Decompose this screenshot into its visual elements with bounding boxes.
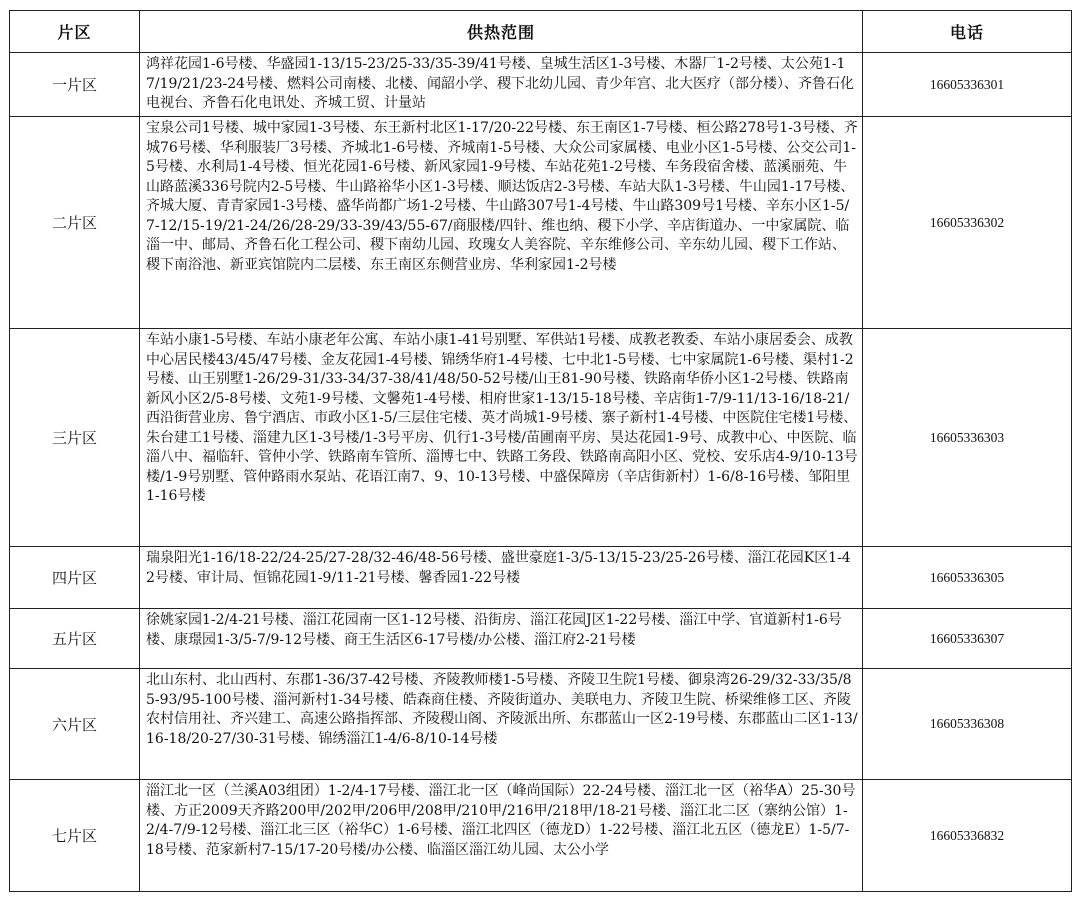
zone-cell: 六片区 — [10, 669, 140, 780]
phone-cell: 16605336308 — [863, 669, 1072, 780]
zone-cell: 二片区 — [10, 117, 140, 329]
zone-cell: 一片区 — [10, 53, 140, 117]
header-scope: 供热范围 — [140, 11, 863, 53]
table-row — [10, 609, 1072, 669]
scope-cell: 瑞泉阳光1-16/18-22/24-25/27-28/32-46/48-56号楼、盛世豪庭1-3/5-13/15-23/25-26号楼、淄江花园K区1-42号楼、审计局、恒锦花园1-9/11-21号楼、馨香园1-22号楼 — [140, 547, 863, 609]
table-header-row — [10, 11, 1072, 53]
phone-cell: 16605336302 — [863, 117, 1072, 329]
table-row — [10, 117, 1072, 329]
phone-cell: 16605336307 — [863, 609, 1072, 669]
table-row — [10, 547, 1072, 609]
zone-cell: 三片区 — [10, 329, 140, 547]
header-zone: 片区 — [10, 11, 140, 53]
table-row — [10, 780, 1072, 892]
heating-table — [9, 10, 1072, 892]
phone-cell: 16605336301 — [863, 53, 1072, 117]
table-row — [10, 329, 1072, 547]
scope-cell: 车站小康1-5号楼、车站小康老年公寓、车站小康1-41号别墅、军供站1号楼、成教老教委、车站小康居委会、成教中心居民楼43/45/47号楼、金友花园1-4号楼、锦绣华府1-4号楼、七中北1-5号楼、七中家属院1-6号楼、渠村1-2号楼、山王别墅1-26/29-31/33-34/37-38/41/48/50-52号楼/山王81-90号楼、铁路南华侨小区1-2号楼、铁路南新风小区2/5-8号楼、文苑1-9号楼、文馨苑1-4号楼、相府世家1-13/15-18号楼、辛店街1-7/9-11/13-16/18-21/西沿街营业房、鲁宁酒店、市政小区1-5/三层住宅楼、英才尚城1-9号楼、寨子新村1-4号楼、中医院住宅楼1号楼、朱台建工1号楼、淄建九区1-3号楼/1-3号平房、仉行1-3号楼/苗圃南平房、昊达花园1-9号、成教中心、中医院、临淄八中、福临轩、管仲小学、铁路南车管所、淄博七中、铁路工务段、铁路南高阳小区、党校、安乐店4-9/10-13号楼/1-9号别墅、管仲路雨水泵站、花语江南7、9、10-13号楼、中盛保障房（辛店街新村）1-6/8-16号楼、邹阳里1-16号楼 — [140, 329, 863, 547]
table-row — [10, 669, 1072, 780]
scope-cell: 徐姚家园1-2/4-21号楼、淄江花园南一区1-12号楼、沿街房、淄江花园J区1-22号楼、淄江中学、官道新村1-6号楼、康璟园1-3/5-7/9-12号楼、商王生活区6-17号楼/办公楼、淄江府2-21号楼 — [140, 609, 863, 669]
scope-cell: 鸿祥花园1-6号楼、华盛园1-13/15-23/25-33/35-39/41号楼、皇城生活区1-3号楼、木器厂1-2号楼、太公苑1-17/19/21/23-24号楼、燃料公司南楼、北楼、闻韶小学、稷下北幼儿园、青少年宫、北大医疗（部分楼）、齐鲁石化电视台、齐鲁石化电讯处、齐城工贸、计量站 — [140, 53, 863, 117]
header-phone: 电话 — [863, 11, 1072, 53]
zone-cell: 五片区 — [10, 609, 140, 669]
table-row — [10, 53, 1072, 117]
phone-cell: 16605336303 — [863, 329, 1072, 547]
phone-cell: 16605336305 — [863, 547, 1072, 609]
zone-cell: 七片区 — [10, 780, 140, 892]
scope-cell: 淄江北一区（兰溪A03组团）1-2/4-17号楼、淄江北一区（峰尚国际）22-24号楼、淄江北一区（裕华A）25-30号楼、方正2009天齐路200甲/202甲/206甲/208甲/210甲/216甲/218甲/18-21号楼、淄江北二区（寨纳公馆）1-2/4-7/9-12号楼、淄江北三区（裕华C）1-6号楼、淄江北四区（德龙D）1-22号楼、淄江北五区（德龙E）1-5/7-18号楼、范家新村7-15/17-20号楼/办公楼、临淄区淄江幼儿园、太公小学 — [140, 780, 863, 892]
scope-cell: 北山东村、北山西村、东郡1-36/37-42号楼、齐陵教师楼1-5号楼、齐陵卫生院1号楼、御泉湾26-29/32-33/35/85-93/95-100号楼、淄河新村1-34号楼、皓森商住楼、齐陵街道办、美联电力、齐陵卫生院、桥梁维修工区、齐陵农村信用社、齐兴建工、高速公路指挥部、齐陵稷山阁、齐陵派出所、东郡蓝山一区2-19号楼、东郡蓝山二区1-13/16-18/20-27/30-31号楼、锦绣淄江1-4/6-8/10-14号楼 — [140, 669, 863, 780]
phone-cell: 16605336832 — [863, 780, 1072, 892]
scope-cell: 宝泉公司1号楼、城中家园1-3号楼、东王新村北区1-17/20-22号楼、东王南区1-7号楼、桓公路278号1-3号楼、齐城76号楼、华利服装厂3号楼、齐城北1-6号楼、齐城南1-5号楼、大众公司家属楼、电业小区1-5号楼、公交公司1-5号楼、水利局1-4号楼、恒光花园1-6号楼、新风家园1-9号楼、车站花苑1-2号楼、车务段宿舍楼、蓝溪丽苑、牛山路蓝溪336号院内2-5号楼、牛山路裕华小区1-3号楼、顺达饭店2-3号楼、车站大队1-3号楼、牛山园1-17号楼、齐城大厦、青青家园1-3号楼、盛华尚都广场1-2号楼、牛山路307号1-4号楼、牛山路309号1号楼、辛东小区1-5/7-12/15-19/21-24/26/28-29/33-39/43/55-67/商服楼/四针、维也纳、稷下小学、辛店街道办、一中家属院、临淄一中、邮局、齐鲁石化工程公司、稷下南幼儿园、玫瑰女人美容院、辛东维修公司、辛东幼儿园、稷下工作站、稷下南浴池、新亚宾馆院内二层楼、东王南区东侧营业房、华利家园1-2号楼 — [140, 117, 863, 329]
zone-cell: 四片区 — [10, 547, 140, 609]
